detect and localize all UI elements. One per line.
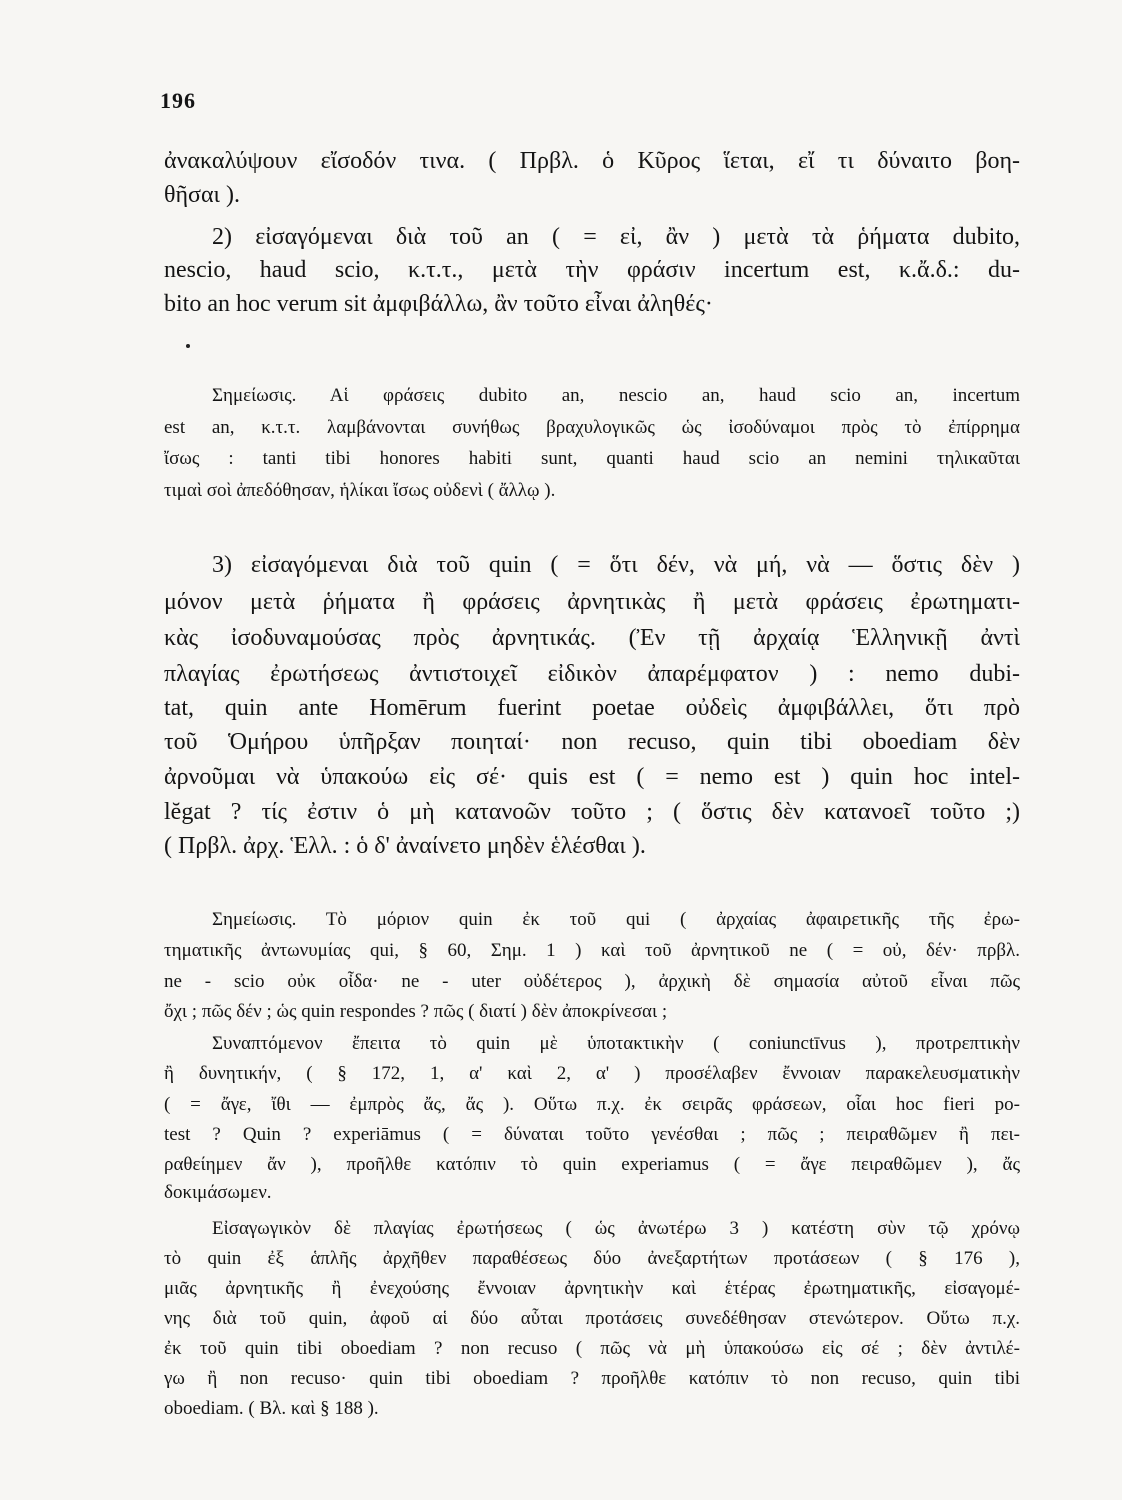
text-line: τοῦ Ὁμήρου ὑπῆρξαν ποιηταί· non recuso, quin tibi oboediam δὲν	[164, 729, 1020, 755]
text-line: nescio, haud scio, κ.τ.τ., μετὰ τὴν φράσιν incertum est, κ.ἄ.δ.: du-	[164, 257, 1020, 283]
text-line: bito an hoc verum sit ἀμφιβάλλω, ἂν τοῦτο εἶναι ἀληθές·	[164, 291, 713, 317]
note-line: ἐκ τοῦ quin tibi oboediam ? non recuso ( πῶς νὰ μὴ ὑπακούσω εἰς σέ ; δὲν ἀντιλέ-	[164, 1338, 1020, 1359]
note-line: τιμαὶ σοὶ ἀπεδόθησαν, ἡλίκαι ἴσως οὐδενὶ ( ἄλλῳ ).	[164, 480, 556, 501]
note-line: Εἰσαγωγικὸν δὲ πλαγίας ἐρωτήσεως ( ὡς ἀνωτέρω 3 ) κατέστη σὺν τῷ χρόνῳ	[212, 1218, 1020, 1239]
page-number: 196	[160, 88, 196, 113]
stray-mark	[186, 344, 190, 348]
note-line: ( = ἄγε, ἴθι — ἐμπρὸς ἄς, ἄς ). Οὕτω π.χ. ἐκ σειρᾶς φράσεων, οἷαι hoc fieri po-	[164, 1094, 1020, 1115]
note-line: Σημείωσις. Τὸ μόριον quin ἐκ τοῦ qui ( ἀρχαίας ἀφαιρετικῆς τῆς ἐρω-	[212, 909, 1020, 930]
note-line: ἢ δυνητικήν, ( § 172, 1, α' καὶ 2, α' ) προσέλαβεν ἔννοιαν παρακελευσματικὴν	[164, 1063, 1020, 1084]
note-line: γω ἢ non recuso· quin tibi oboediam ? προῆλθε κατόπιν τὸ non recuso, quin tibi	[164, 1368, 1020, 1389]
note-line: δοκιμάσωμεν.	[164, 1182, 272, 1203]
text-line: πλαγίας ἐρωτήσεως ἀντιστοιχεῖ εἰδικὸν ἀπαρέμφατον ) : nemo dubi-	[164, 661, 1020, 687]
text-line: ἀνακαλύψουν εἴσοδόν τινα. ( Πρβλ. ὁ Κῦρος ἵεται, εἴ τι δύναιτο βοη-	[164, 148, 1020, 174]
note-line: oboediam. ( Βλ. καὶ § 188 ).	[164, 1398, 379, 1419]
text-line: κὰς ἰσοδυναμούσας πρὸς ἀρνητικάς. (Ἐν τῇ ἀρχαίᾳ Ἑλληνικῇ ἀντὶ	[164, 625, 1020, 651]
note-line: est an, κ.τ.τ. λαμβάνονται συνήθως βραχυλογικῶς ὡς ἰσοδύναμοι πρὸς τὸ ἐπίρρημα	[164, 417, 1020, 438]
text-line: 2) εἰσαγόμεναι διὰ τοῦ an ( = εἰ, ἂν ) μετὰ τὰ ῥήματα dubito,	[212, 224, 1020, 250]
text-line: μόνον μετὰ ῥήματα ἢ φράσεις ἀρνητικὰς ἢ μετὰ φράσεις ἐρωτηματι-	[164, 589, 1020, 615]
note-line: ne - scio οὐκ οἶδα· ne - uter οὐδέτερος ), ἀρχικὴ δὲ σημασία αὐτοῦ εἶναι πῶς	[164, 971, 1020, 992]
note-line: τὸ quin ἐξ ἁπλῆς ἀρχῆθεν παραθέσεως δύο ἀνεξαρτήτων προτάσεων ( § 176 ),	[164, 1248, 1020, 1269]
text-line: 3) εἰσαγόμεναι διὰ τοῦ quin ( = ὅτι δέν, νὰ μή, νὰ — ὅστις δὲν )	[212, 552, 1020, 578]
note-line: μιᾶς ἀρνητικῆς ἢ ἐνεχούσης ἔννοιαν ἀρνητικὴν καὶ ἑτέρας ἐρωτηματικῆς, εἰσαγομέ-	[164, 1278, 1020, 1299]
text-line: ( Πρβλ. ἀρχ. Ἑλλ. : ὁ δ' ἀναίνετο μηδὲν ἑλέσθαι ).	[164, 833, 646, 859]
note-line: νης διὰ τοῦ quin, ἀφοῦ αἱ δύο αὗται προτάσεις συνεδέθησαν στενώτερον. Οὕτω π.χ.	[164, 1308, 1020, 1329]
text-line: tat, quin ante Homērum fuerint poetae οὐδεὶς ἀμφιβάλλει, ὅτι πρὸ	[164, 695, 1020, 721]
note-line: τηματικῆς ἀντωνυμίας qui, § 60, Σημ. 1 ) καὶ τοῦ ἀρνητικοῦ ne ( = οὐ, δέν· πρβλ.	[164, 940, 1020, 961]
text-line: lĕgat ? τίς ἐστιν ὁ μὴ κατανοῶν τοῦτο ; ( ὅστις δὲν κατανοεῖ τοῦτο ;)	[164, 799, 1020, 825]
note-line: Σημείωσις. Αἱ φράσεις dubito an, nescio an, haud scio an, incertum	[212, 385, 1020, 406]
note-line: ὄχι ; πῶς δέν ; ὡς quin respondes ? πῶς ( διατί ) δὲν ἀποκρίνεσαι ;	[164, 1001, 668, 1022]
note-line: Συναπτόμενον ἔπειτα τὸ quin μὲ ὑποτακτικὴν ( coniunctīvus ), προτρεπτικὴν	[212, 1033, 1020, 1054]
text-line: ἀρνοῦμαι νὰ ὑπακούω εἰς σέ· quis est ( = nemo est ) quin hoc intel-	[164, 764, 1020, 790]
note-line: ἴσως : tanti tibi honores habiti sunt, quanti haud scio an nemini τηλικαῦται	[164, 448, 1020, 469]
note-line: ραθείημεν ἄν ), προῆλθε κατόπιν τὸ quin experiamus ( = ἄγε πειραθῶμεν ), ἄς	[164, 1154, 1020, 1175]
text-line: θῆσαι ).	[164, 182, 241, 208]
note-line: test ? Quin ? experiāmus ( = δύναται τοῦτο γενέσθαι ; πῶς ; πειραθῶμεν ἢ πει-	[164, 1124, 1020, 1145]
